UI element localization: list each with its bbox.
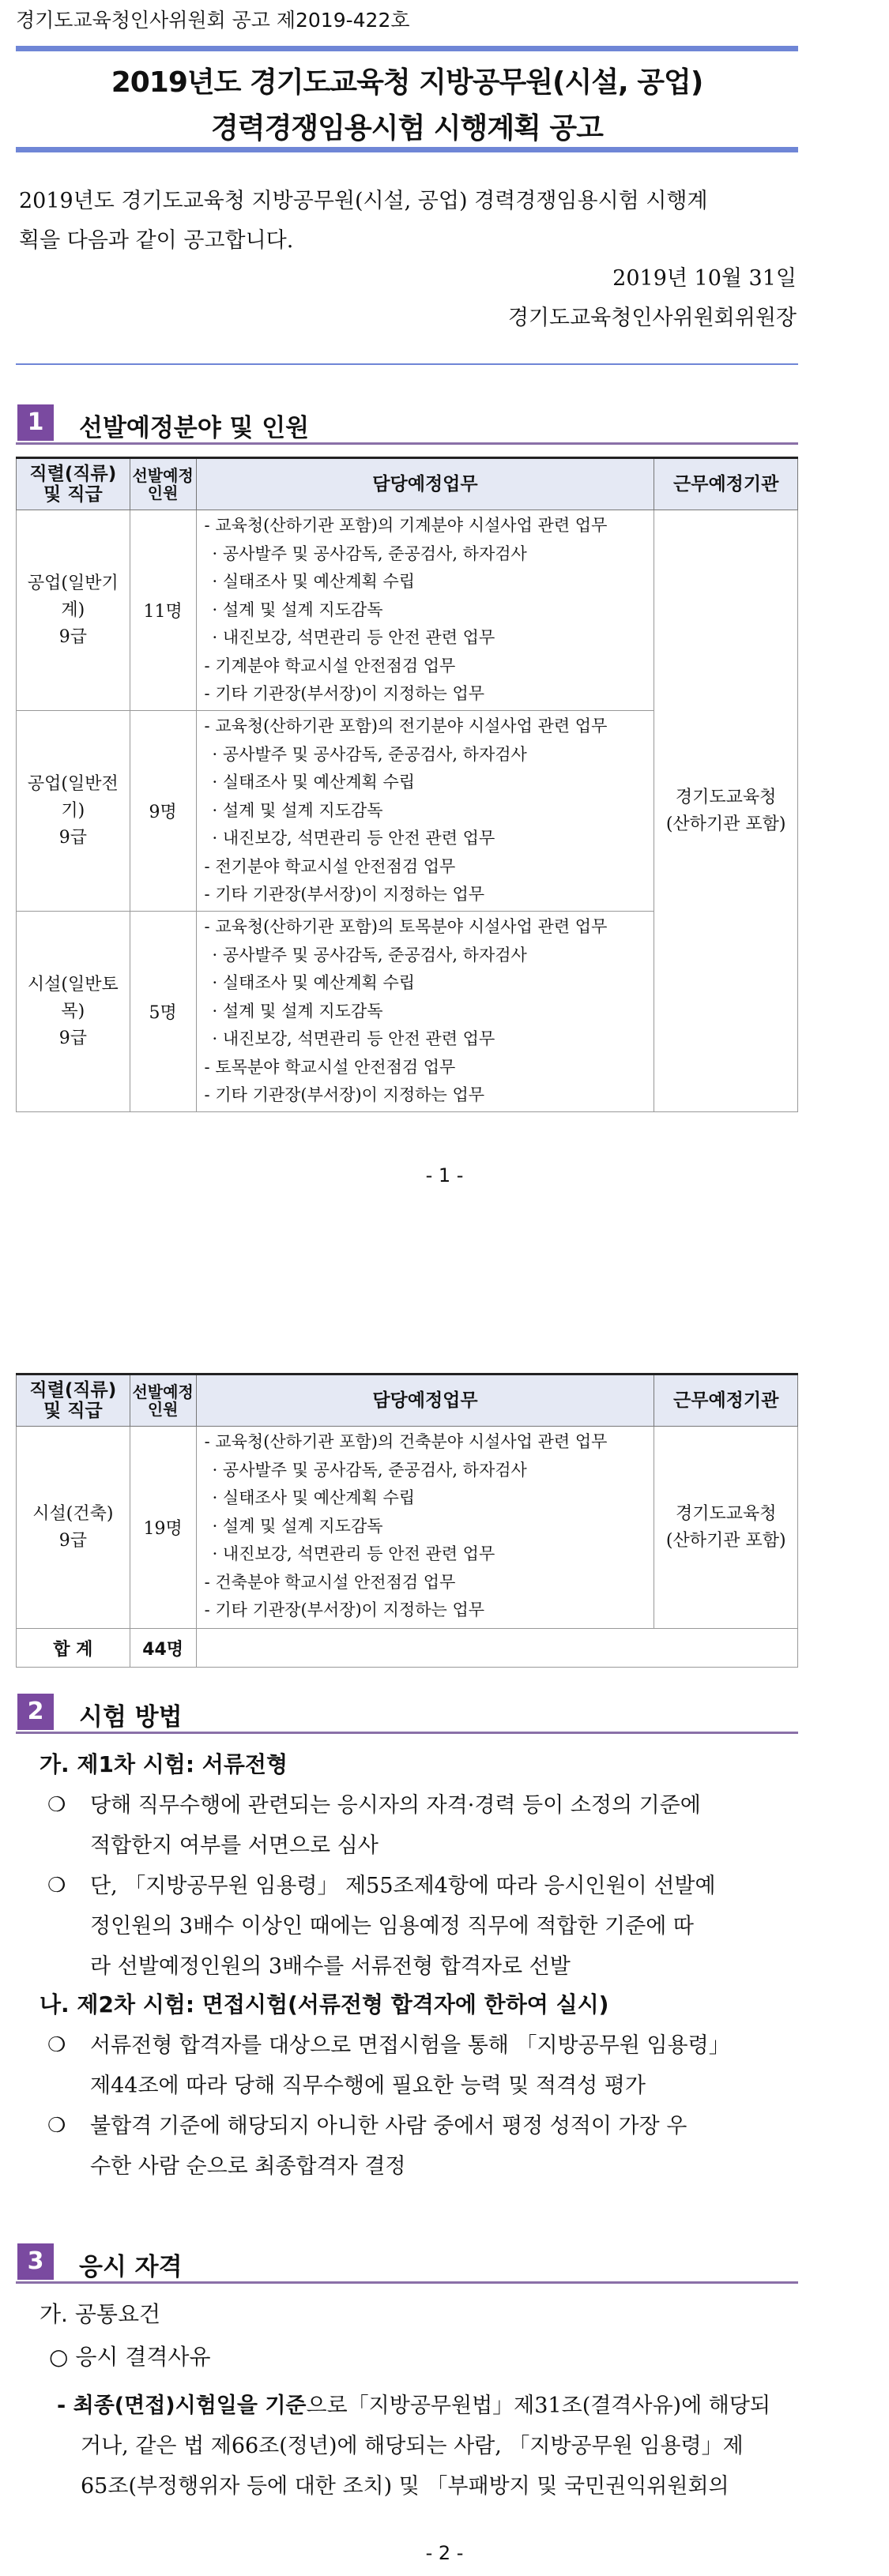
selection-table-page1 [16, 457, 798, 1112]
duty-item: · 실태조사 및 예산계획 수립 [212, 973, 416, 992]
col-header-rank: 직렬(직류) 및 직급 [17, 1374, 130, 1427]
count-cell: 11명 [130, 510, 196, 711]
col-header-count: 선발예정 인원 [130, 458, 196, 510]
agency-cell: 경기도교육청 (산하기관 포함) [654, 1427, 798, 1629]
selection-table-page2 [16, 1373, 798, 1668]
section-2-a-heading: 가. 제1차 시험: 서류전형 [40, 1751, 288, 1777]
duty-item: - 교육청(산하기관 포함)의 기계분야 시설사업 관련 업무 [204, 516, 608, 535]
list-item: ❍ 서류전형 합격자를 대상으로 면접시험을 통해 「지방공무원 임용령」 제44조에 따라 당해 직무수행에 필요한 능력 및 적격성 평가 [47, 2025, 806, 2106]
section-3-title: 응시 자격 [79, 2253, 183, 2281]
duty-item: · 내진보강, 석면관리 등 안전 관련 업무 [212, 1029, 495, 1048]
section-2-number: 2 [17, 1694, 54, 1730]
duty-item: - 교육청(산하기관 포함)의 전기분야 시설사업 관련 업무 [204, 716, 608, 735]
duty-item: - 기계분야 학교시설 안전점검 업무 [204, 656, 456, 675]
rank-cell: 시설(건축) 9급 [17, 1427, 130, 1629]
duty-item: - 기타 기관장(부서장)이 지정하는 업무 [204, 1600, 485, 1619]
announcement-date: 2019년 10월 31일 [612, 266, 797, 291]
col-header-agency: 근무예정기관 [654, 458, 798, 510]
duty-item: - 전기분야 학교시설 안전점검 업무 [204, 856, 456, 876]
col-header-rank: 직렬(직류) 및 직급 [17, 458, 130, 510]
duties-cell [196, 1427, 654, 1629]
intro-text-line2: 획을 다음과 같이 공고합니다. [19, 228, 294, 253]
hollow-circle-bullet-icon: ❍ [47, 2033, 66, 2057]
duty-item: · 공사발주 및 공사감독, 준공검사, 하자검사 [212, 1460, 527, 1480]
page-title-line1: 2019년도 경기도교육청 지방공무원(시설, 공업) [111, 66, 703, 99]
duty-item: · 실태조사 및 예산계획 수립 [212, 773, 416, 792]
duties-cell [196, 711, 654, 912]
duty-item: · 내진보강, 석면관리 등 안전 관련 업무 [212, 628, 495, 647]
list-item: ❍ 당해 직무수행에 관련되는 응시자의 자격·경력 등이 소정의 기준에 적합한지 여부를 서면으로 심사 [47, 1785, 806, 1866]
col-header-duties: 담당예정업무 [196, 1374, 654, 1427]
agency-cell: 경기도교육청 (산하기관 포함) [654, 510, 798, 1112]
duty-item: · 내진보강, 석면관리 등 안전 관련 업무 [212, 829, 495, 848]
section-3-number: 3 [17, 2243, 54, 2280]
section-1-underline [16, 442, 798, 445]
hollow-circle-bullet-icon: ❍ [47, 2114, 66, 2138]
duty-item: · 실태조사 및 예산계획 수립 [212, 1488, 416, 1507]
duty-item: · 공사발주 및 공사감독, 준공검사, 하자검사 [212, 744, 527, 764]
page-number-1: - 1 - [425, 1164, 464, 1186]
duty-item: · 설계 및 설계 지도감독 [212, 1516, 383, 1536]
duty-item: - 토목분야 학교시설 안전점검 업무 [204, 1057, 456, 1077]
list-item: ❍ 단, 「지방공무원 임용령」 제55조제4항에 따라 응시인원이 선발예 정인원의 3배수 이상인 때에는 임용예정 직무에 적합한 기준에 따 라 선발예정인원의 3배수를 서류전형 합격자로 선발 [47, 1866, 806, 1987]
announcement-signer: 경기도교육청인사위원회위원장 [507, 306, 797, 330]
section-3-sub-heading: ○ 응시 결격사유 [49, 2344, 211, 2370]
total-count: 44명 [130, 1629, 196, 1668]
rank-cell: 시설(일반토목) 9급 [17, 912, 130, 1112]
list-item-line: 거나, 같은 법 제66조(정년)에 해당되는 사람, 「지방공무원 임용령」제 [81, 2434, 744, 2458]
list-item-line: - 최종(면접)시험일을 기준으로「지방공무원법」제31조(결격사유)에 해당되 [57, 2394, 770, 2418]
intro-divider [16, 363, 798, 365]
table-header-row [17, 1374, 798, 1427]
table-header-row [17, 458, 798, 510]
total-row [17, 1629, 798, 1668]
announcement-reference: 경기도교육청인사위원회 공고 제2019-422호 [16, 9, 410, 32]
duty-item: · 공사발주 및 공사감독, 준공검사, 하자검사 [212, 543, 527, 563]
duty-item: · 설계 및 설계 지도감독 [212, 600, 383, 619]
section-1-number: 1 [17, 404, 54, 441]
duty-item: - 기타 기관장(부서장)이 지정하는 업무 [204, 1085, 485, 1104]
page-title-line2: 경력경쟁임용시험 시행계획 공고 [211, 112, 603, 145]
duty-item: · 공사발주 및 공사감독, 준공검사, 하자검사 [212, 945, 527, 965]
duty-item: · 설계 및 설계 지도감독 [212, 800, 383, 820]
section-2-b-heading: 나. 제2차 시험: 면접시험(서류전형 합격자에 한하여 실시) [40, 1991, 609, 2018]
duty-item: · 설계 및 설계 지도감독 [212, 1001, 383, 1021]
section-3-underline [16, 2281, 798, 2284]
total-blank [196, 1629, 797, 1668]
section-1-title: 선발예정분야 및 인원 [79, 414, 310, 442]
count-cell: 9명 [130, 711, 196, 912]
section-2-title: 시험 방법 [79, 1703, 183, 1732]
duty-item: - 교육청(산하기관 포함)의 토목분야 시설사업 관련 업무 [204, 917, 608, 936]
section-2-underline [16, 1732, 798, 1734]
count-cell: 19명 [130, 1427, 196, 1629]
hollow-circle-bullet-icon: ❍ [47, 1793, 66, 1817]
table-row [17, 510, 798, 711]
col-header-count: 선발예정 인원 [130, 1374, 196, 1427]
duties-cell [196, 912, 654, 1112]
duty-item: · 내진보강, 석면관리 등 안전 관련 업무 [212, 1544, 495, 1563]
list-item-line: 65조(부정행위자 등에 대한 조치) 및 「부패방지 및 국민권익위원회의 [81, 2474, 729, 2499]
section-3-a-heading: 가. 공통요건 [40, 2301, 161, 2327]
duty-item: - 건축분야 학교시설 안전점검 업무 [204, 1572, 456, 1592]
intro-text-line1: 2019년도 경기도교육청 지방공무원(시설, 공업) 경력경쟁임용시험 시행계 [19, 189, 708, 213]
duty-item: · 실태조사 및 예산계획 수립 [212, 572, 416, 591]
list-item: ❍ 불합격 기준에 해당되지 아니한 사람 중에서 평정 성적이 가장 우 수한 사람 순으로 최종합격자 결정 [47, 2106, 806, 2187]
duty-item: - 기타 기관장(부서장)이 지정하는 업무 [204, 684, 485, 703]
col-header-duties: 담당예정업무 [196, 458, 654, 510]
title-bottom-rule [16, 147, 798, 152]
duty-item: - 교육청(산하기관 포함)의 건축분야 시설사업 관련 업무 [204, 1432, 608, 1451]
page-number-2: - 2 - [425, 2542, 464, 2564]
duty-item: - 기타 기관장(부서장)이 지정하는 업무 [204, 885, 485, 904]
total-label: 합 계 [17, 1629, 130, 1668]
table-row [17, 1427, 798, 1629]
count-cell: 5명 [130, 912, 196, 1112]
rank-cell: 공업(일반기계) 9급 [17, 510, 130, 711]
col-header-agency: 근무예정기관 [654, 1374, 798, 1427]
list-item [57, 2386, 808, 2506]
rank-cell: 공업(일반전기) 9급 [17, 711, 130, 912]
hollow-circle-bullet-icon: ❍ [47, 1874, 66, 1897]
title-top-rule [16, 46, 798, 51]
duties-cell [196, 510, 654, 711]
